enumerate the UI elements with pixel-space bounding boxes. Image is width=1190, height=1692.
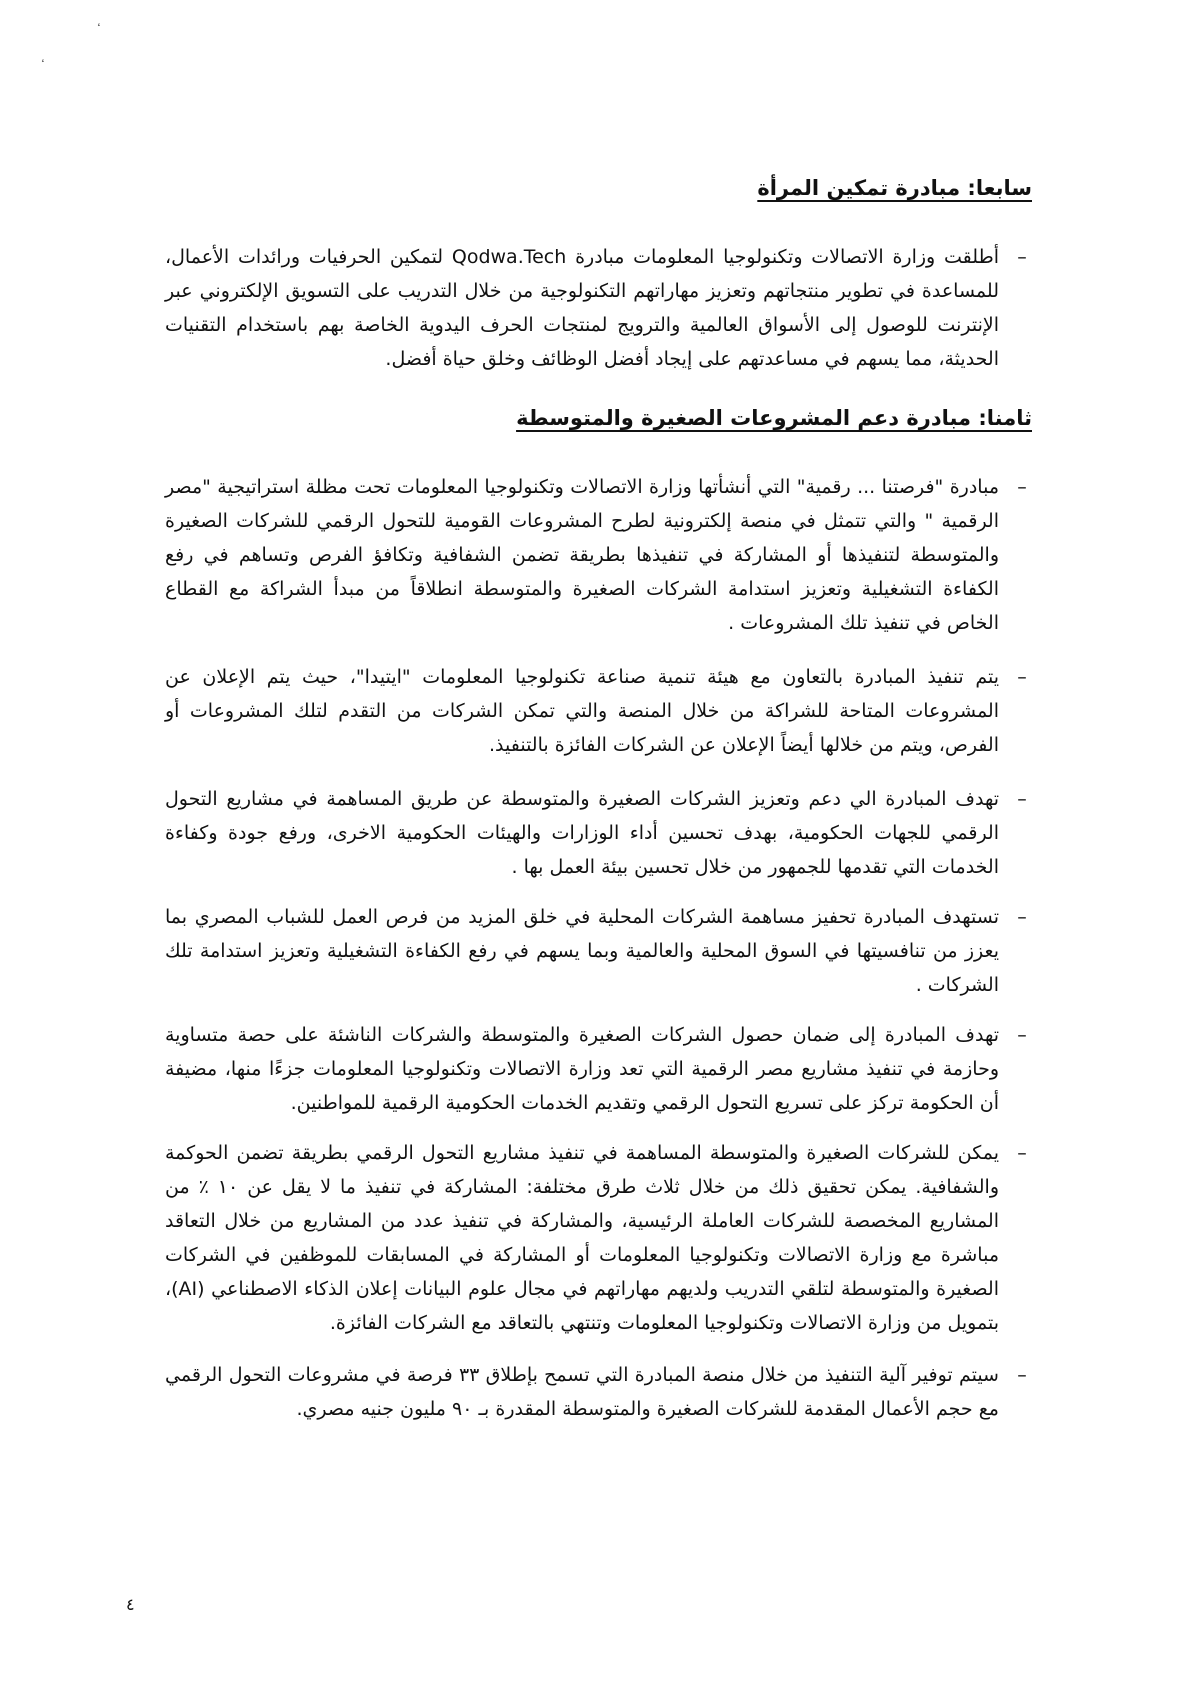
bullet-text: يمكن للشركات الصغيرة والمتوسطة المساهمة في تنفيذ مشاريع التحول الرقمي بطريقة تضمن الحوكمة والشفافية. يمكن تحقيق ذلك من خلال ثلاث طرق مختلفة: المشاركة في تنفيذ ما لا يقل عن ١٠ ٪ من المشاريع المخصصة للشركات العاملة الرئيسية، والمشاركة في تنفيذ عدد من المشاريع من خلال التعاقد مباشرة مع وزارة الاتصالات وتكنولوجيا المعلومات أو المشاركة في المسابقات للموظفين في الشركات الصغيرة والمتوسطة لتلقي التدريب ولديهم مهاراتهم في مجال علوم البيانات إعلان الذكاء الاصطناعي (AI)، بتمويل من وزارة الاتصالات وتكنولوجيا المعلومات وتنتهي بالتعاقد مع الشركات الفائزة.: [165, 1142, 999, 1334]
bullet-dash: –: [1017, 246, 1027, 268]
bullet-dash: –: [1017, 1364, 1027, 1386]
bullet-item: [165, 1018, 1032, 1120]
page-number: ٤: [126, 1595, 135, 1614]
bullet-text: يتم تنفيذ المبادرة بالتعاون مع هيئة تنمية صناعة تكنولوجيا المعلومات "ايتيدا"، حيث يتم الإعلان عن المشروعات المتاحة للشراكة من خلال المنصة والتي تمكن الشركات من التقدم لتلك المشروعات أو الفرص، ويتم من خلالها أيضاً الإعلان عن الشركات الفائزة بالتنفيذ.: [165, 666, 999, 756]
bullet-text: سيتم توفير آلية التنفيذ من خلال منصة المبادرة التي تسمح بإطلاق ٣٣ فرصة في مشروعات التحول الرقمي مع حجم الأعمال المقدمة للشركات الصغيرة والمتوسطة المقدرة بـ ٩٠ مليون جنيه مصري.: [165, 1364, 999, 1420]
bullet-item: [165, 470, 1032, 640]
bullet-item: [165, 240, 1032, 376]
bullet-text: تهدف المبادرة إلى ضمان حصول الشركات الصغيرة والمتوسطة والشركات الناشئة على حصة متساوية وحازمة في تنفيذ مشاريع مصر الرقمية التي تعد وزارة الاتصالات وتكنولوجيا المعلومات جزءًا منها، مضيفة أن الحكومة تركز على تسريع التحول الرقمي وتقديم الخدمات الحكومية الرقمية للمواطنين.: [165, 1024, 999, 1114]
bullet-dash: –: [1017, 666, 1027, 688]
bullet-item: [165, 660, 1032, 762]
bullet-item: [165, 782, 1032, 884]
bullet-text: أطلقت وزارة الاتصالات وتكنولوجيا المعلومات مبادرة Qodwa.Tech لتمكين الحرفيات ورائدات الأعمال، للمساعدة في تطوير منتجاتهم وتعزيز مهاراتهم التكنولوجية من خلال التدريب على التسويق الإلكتروني عبر الإنترنت للوصول إلى الأسواق العالمية والترويج لمنتجات الحرف اليدوية الخاصة بهم باستخدام التقنيات الحديثة، مما يسهم في مساعدتهم على إيجاد أفضل الوظائف وخلق حياة أفضل.: [165, 246, 999, 370]
bullet-dash: –: [1017, 1024, 1027, 1046]
bullet-item: [165, 900, 1032, 1002]
section-heading-sme-support: ثامنا: مبادرة دعم المشروعات الصغيرة والمتوسطة: [516, 406, 1032, 430]
bullet-item: [165, 1358, 1032, 1426]
bullet-dash: –: [1017, 906, 1027, 928]
bullet-text: تهدف المبادرة الي دعم وتعزيز الشركات الصغيرة والمتوسطة عن طريق المساهمة في مشاريع التحول الرقمي للجهات الحكومية، بهدف تحسين أداء الوزارات والهيئات الحكومية الاخرى، ورفع جودة وكفاءة الخدمات التي تقدمها للجمهور من خلال تحسين بيئة العمل بها .: [165, 788, 999, 878]
section-heading-women-empowerment: سابعا: مبادرة تمكين المرأة: [757, 176, 1032, 200]
bullet-dash: –: [1017, 1142, 1027, 1164]
bullet-item: [165, 1136, 1032, 1340]
bullet-text: مبادرة "فرصتنا ... رقمية" التي أنشأتها وزارة الاتصالات وتكنولوجيا المعلومات تحت مظلة استراتيجية "مصر الرقمية " والتي تتمثل في منصة إلكترونية لطرح المشروعات القومية للتحول الرقمي للشركات الصغيرة والمتوسطة لتنفيذها أو المشاركة في تنفيذها بطريقة تضمن الشفافية وتكافؤ الفرص وتساهم في رفع الكفاءة التشغيلية وتعزيز استدامة الشركات الصغيرة والمتوسطة انطلاقاً من مبدأ الشراكة مع القطاع الخاص في تنفيذ تلك المشروعات .: [165, 476, 999, 634]
bullet-dash: –: [1017, 788, 1027, 810]
bullet-text: تستهدف المبادرة تحفيز مساهمة الشركات المحلية في خلق المزيد من فرص العمل للشباب المصري بما يعزز من تنافسيتها في السوق المحلية والعالمية وبما يسهم في رفع الكفاءة التشغيلية وتعزيز استدامة تلك الشركات .: [165, 906, 999, 996]
bullet-dash: –: [1017, 476, 1027, 498]
